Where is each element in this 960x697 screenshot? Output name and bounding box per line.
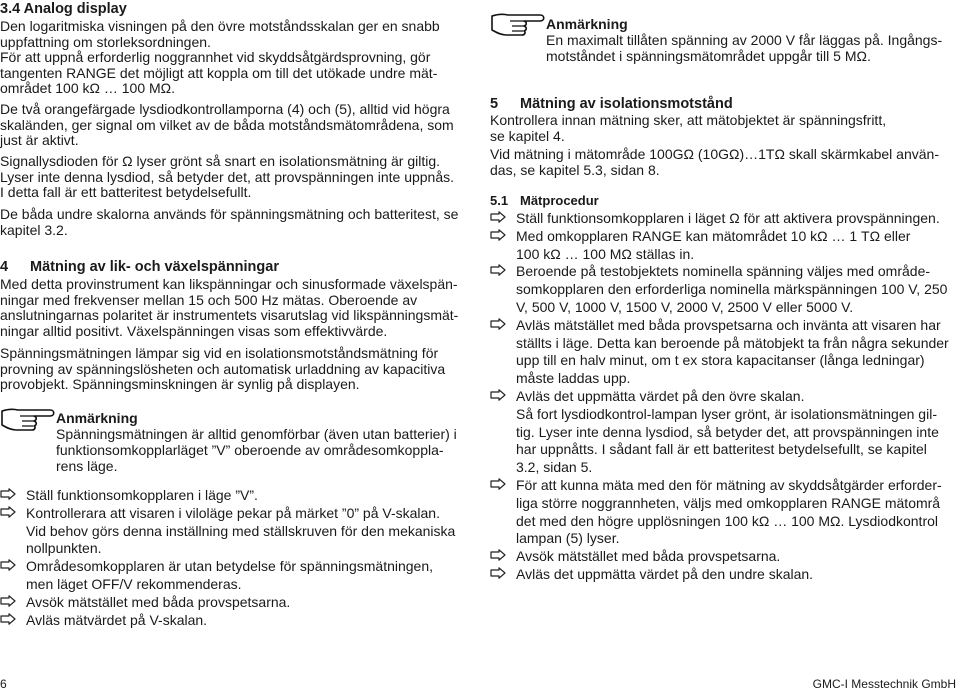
arrow-bullet-icon	[0, 488, 16, 500]
note-heading: Anmärkning	[56, 410, 138, 426]
section-5-1-number: 5.1	[490, 193, 509, 208]
note-body: Spänningsmätningen är alltid genomförbar (även utan batterier) i funktionsomkopplarläget ”V” oberoende av områdesomkoppla- rens läge.	[56, 426, 457, 474]
note-box-left	[56, 410, 472, 474]
section-4-heading	[0, 258, 279, 276]
section-4-number: 4	[0, 259, 9, 275]
list-item: Ställ funktionsomkopplaren i läge ”V”.	[0, 487, 472, 505]
arrow-bullet-icon	[490, 478, 506, 490]
note-heading: Anmärkning	[546, 16, 628, 32]
footer-company: GMC-I Messtechnik GmbH	[812, 677, 956, 691]
section-4-paragraph-2: Spänningsmätningen lämpar sig vid en isolationsmotståndsmätning för provning av spänningslösheten och automatisk urladdning av kapacitiva provobjekt. Spänningsminskningen är synlig på displayen.	[0, 345, 446, 393]
arrow-bullet-icon	[490, 318, 506, 330]
pointing-hand-icon	[0, 405, 58, 431]
list-item: Avläs mätvärdet på V-skalan.	[0, 612, 472, 630]
list-item: Avläs mätstället med båda provspetsarna och invänta att visaren har ställts i läge. Detta kan beroende på mätobjekt ta från några sekunder upp till en halv minut, om t ex stora kapacitanser (långa ledningar) måste laddas upp.	[490, 317, 952, 388]
note-body: En maximalt tillåten spänning av 2000 V får läggas på. Ingångs- motståndet i spänningsmätområdet uppgår till 5 MΩ.	[546, 32, 943, 64]
arrow-bullet-icon	[490, 567, 506, 579]
arrow-bullet-icon	[0, 613, 16, 625]
section-5-number: 5	[490, 96, 499, 112]
section-5-title: Mätning av isolationsmotstånd	[520, 96, 733, 112]
section-5-paragraph-2: Vid mätning i mätområde 100GΩ (10GΩ)…1TΩ skall skärmkabel använ- das, se kapitel 5.3, sidan 8.	[490, 146, 939, 178]
section-4-paragraph-1: Med detta provinstrument kan likspänningar och sinusformade växelspän- ningar med frekvenser mellan 15 och 500 Hz mätas. Oberoende av anslutningarnas polaritet är instrumentets visarutslag vid likspänningsmät- ningar alltid positivt. Växelspänningen visas som effektivvärde.	[0, 276, 459, 339]
list-item: För att kunna mäta med den för mätning av skyddsåtgärder erforder- liga större noggrannheten, väljs med omkopplaren RANGE mätområ det med den högre upplösningen 100 kΩ … 100 MΩ. Lysdiodkontrol lampan (5) lyser.	[490, 477, 952, 548]
page-number: 6	[0, 677, 7, 691]
section-4-title: Mätning av lik- och växelspänningar	[30, 259, 279, 275]
section-5-1-title: Mätprocedur	[520, 193, 599, 208]
section-5-heading	[490, 95, 733, 113]
arrow-bullet-icon	[0, 506, 16, 518]
left-step-list	[0, 487, 472, 629]
arrow-bullet-icon	[490, 211, 506, 223]
section-3-4-paragraph-1: Den logaritmiska visningen på den övre motståndsskalan ger en snabb uppfattning om storleksordningen. För att uppnå erforderlig noggrannhet vid skyddsåtgärdsprovning, gör tangenten RANGE det möjligt att koppla om till det utökade undre mät- området 100 kΩ … 100 MΩ.	[0, 18, 440, 97]
arrow-bullet-icon	[490, 264, 506, 276]
section-3-4-heading: 3.4 Analog display	[0, 1, 127, 17]
arrow-bullet-icon	[490, 389, 506, 401]
right-step-list	[490, 210, 952, 584]
list-item: Avsök mätstället med båda provspetsarna.	[0, 594, 472, 612]
list-item: Ställ funktionsomkopplaren i läget Ω för att aktivera provspänningen.	[490, 210, 952, 228]
arrow-bullet-icon	[0, 559, 16, 571]
section-5-1-heading	[490, 193, 599, 208]
list-item: Beroende på testobjektets nominella spänning väljes med område- somkopplaren den erforderliga nominella märkspänningen 100 V, 250 V, 500 V, 1000 V, 1500 V, 2000 V, 2500 V eller 5000 V.	[490, 263, 952, 316]
list-item: Med omkopplaren RANGE kan mätområdet 10 kΩ … 1 TΩ eller 100 kΩ … 100 MΩ ställas in.	[490, 228, 952, 264]
pointing-hand-icon	[490, 10, 548, 36]
list-item: Avläs det uppmätta värdet på den övre skalan. Så fort lysdiodkontrol-lampan lyser grönt, är isolationsmätningen gil- tig. Lyser inte denna lysdiod, så betyder det, att provspänningen inte har uppnåtts. I sådant fall är ett batteritest betydelsefullt, se kapitel 3.2, sidan 5.	[490, 388, 952, 477]
list-item: Avläs det uppmätta värdet på den undre skalan.	[490, 566, 952, 584]
section-3-4-paragraph-4: De båda undre skalorna används för spänningsmätning och batteritest, se kapitel 3.2.	[0, 206, 459, 238]
arrow-bullet-icon	[490, 229, 506, 241]
section-3-4-paragraph-2: De två orangefärgade lysdiodkontrollamporna (4) och (5), alltid vid högra skaländen, ger signal om vilket av de båda motståndsmätområdena, som just är aktivt.	[0, 101, 454, 149]
list-item: Kontrollerara att visaren i viloläge pekar på märket ”0” på V-skalan. Vid behov görs denna inställning med ställskruven för den mekaniska nollpunkten.	[0, 505, 472, 558]
arrow-bullet-icon	[0, 595, 16, 607]
list-item: Avsök mätstället med båda provspetsarna.	[490, 548, 952, 566]
note-box-right	[546, 16, 952, 65]
arrow-bullet-icon	[490, 549, 506, 561]
section-3-4-paragraph-3: Signallysdioden för Ω lyser grönt så snart en isolationsmätning är giltig. Lyser inte denna lysdiod, så betyder det, att provspänningen inte uppnås. I detta fall är ett batteritest betydelsefullt.	[0, 153, 455, 201]
section-5-paragraph-1: Kontrollera innan mätning sker, att mätobjektet är spänningsfritt, se kapitel 4.	[490, 112, 887, 144]
list-item: Områdesomkopplaren är utan betydelse för spänningsmätningen, men läget OFF/V rekommenderas.	[0, 558, 472, 594]
